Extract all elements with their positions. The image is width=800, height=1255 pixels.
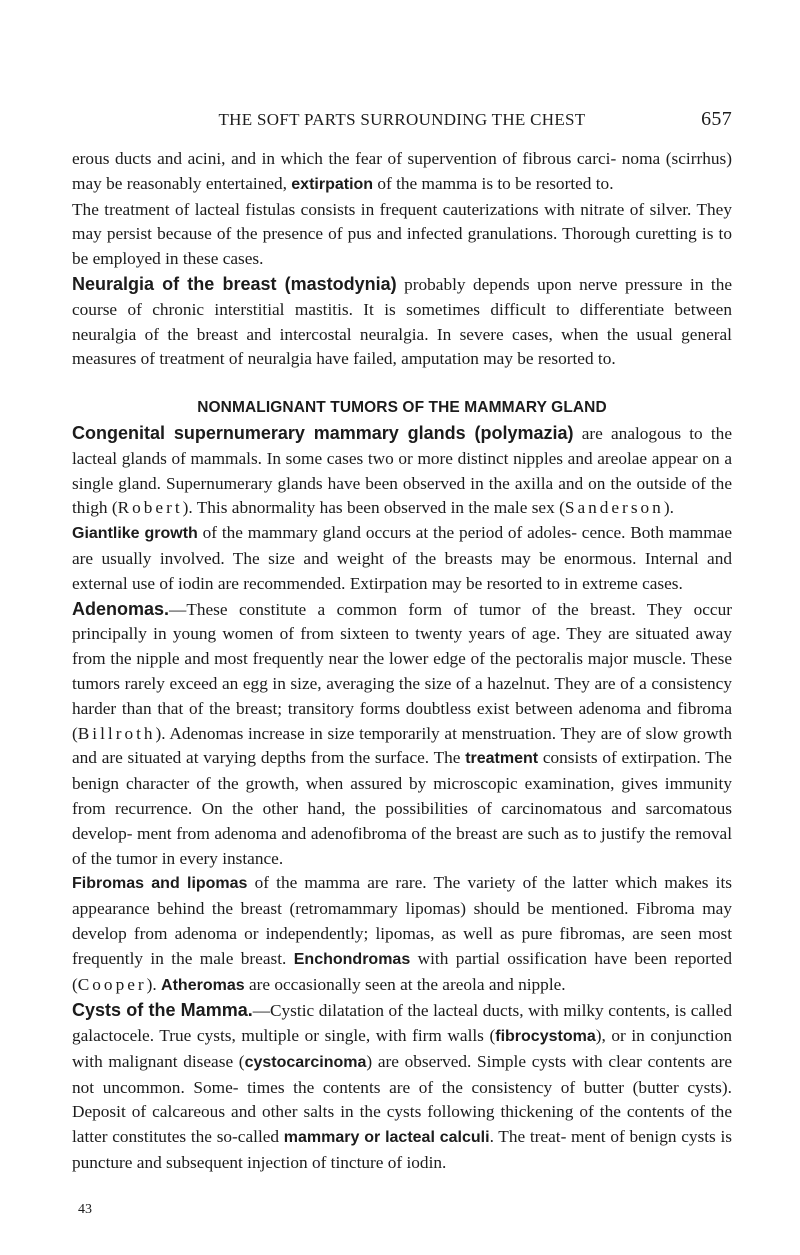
author-name: Cooper <box>77 974 147 994</box>
paragraph-lacteal-fistulas <box>72 198 732 272</box>
bold-term: fibrocystoma <box>495 1028 596 1046</box>
author-name: Robert <box>117 498 183 518</box>
bold-term: Fibromas and lipomas <box>72 875 248 893</box>
bold-term: Atheromas <box>161 976 245 994</box>
bold-term: Giantlike growth <box>72 525 198 543</box>
paragraph-supernumerary <box>72 421 732 521</box>
paragraph-neuralgia <box>72 272 732 372</box>
text: erous ducts and acini, and in which the fear of supervention of fibrous carci- noma (scirrhus) may be reasonably entertained, <box>72 149 732 193</box>
text: of the mamma is to be resorted to. <box>373 173 614 193</box>
text: of the mammary gland occurs at the period of adoles- cence. Both mammae are usually involved. The size and weight of the breasts may be enormous. Internal and external use of iodin are recommended. Extirpation may be resorted to in extreme cases. <box>72 523 733 593</box>
bold-term: treatment <box>465 750 539 768</box>
text: —Cystic dilatation of the lacteal ducts, with milky contents, is called galactocele. True cysts, multiple or single, with firm walls ( <box>72 1001 732 1046</box>
text: ) are observed. Simple cysts with clear contents are not uncommon. Some- times the contents are of the consistency of butter (butter cysts). Deposit of calcareous and other salts in the cysts following thickening of the contents of the latter constitutes the so-called <box>72 1051 732 1147</box>
text: of the mamma are rare. The variety of the latter which makes its appearance behind the breast (retromammary lipomas) should be mentioned. Fibroma may develop from adenoma or independently; lipomas, as well as pure fibromas, are seen most frequently in the male breast. <box>72 873 733 968</box>
text: are analogous to the lacteal glands of mammals. In some cases two or more distinct nipples and areolae appear on a single gland. Supernumerary glands have been observed in the axilla and on the outside of the thigh ( <box>72 423 732 518</box>
bold-term: Enchondromas <box>293 950 411 968</box>
text: consists of extirpation. The benign character of the growth, when assured by microscopic examination, gives immunity from recurrence. On the other hand, the possibilities of carcinomatous and sarcomatous develop- ment from adenoma and adenofibroma of the breast are such as to justify the removal of the tumor in every instance. <box>72 748 732 868</box>
bold-term: cystocarcinoma <box>244 1053 367 1071</box>
bold-term: extirpation <box>291 175 374 193</box>
author-name: Sanderson <box>564 498 664 518</box>
section-heading: NONMALIGNANT TUMORS OF THE MAMMARY GLAND <box>197 399 607 417</box>
paragraph-fibromas <box>72 871 732 998</box>
paragraph-giantlike <box>72 521 732 596</box>
text: —These constitute a common form of tumor of the breast. They occur principally in young women of from sixteen to twenty years of age. They are situated away from the nipple and most frequently near the lower edge of the pectoralis major muscle. These tumors rarely exceed an egg in size, averaging the size of a hazelnut. They are of a consistency harder than that of the breast; transitory forms doubtless exist between adenoma and fibroma ( <box>72 599 732 743</box>
bold-term: mammary or lacteal calculi <box>283 1129 490 1147</box>
author-name: Billroth <box>77 723 156 743</box>
text: ). This abnormality has been observed in the male sex ( <box>182 498 565 518</box>
text: ). <box>146 974 162 994</box>
bold-term: Neuralgia of the breast (mastodynia) <box>72 273 397 294</box>
running-head-title: THE SOFT PARTS SURROUNDING THE CHEST <box>218 110 586 129</box>
text: The treatment of lacteal fistulas consists in frequent cauterizations with nitrate of silver. They may persist because of the presence of pus and infected granulations. Thorough curetting is to be employed in these cases. <box>72 199 732 269</box>
paragraph-adenomas <box>72 597 732 872</box>
text: are occasionally seen at the areola and nipple. <box>244 974 566 994</box>
text: . The treat- ment of benign cysts is puncture and subsequent injection of tincture of iodin. <box>72 1127 733 1173</box>
text: probably depends upon nerve pressure in the course of chronic interstitial mastitis. It is sometimes difficult to differentiate between neuralgia of the breast and intercostal neuralgia. In severe cases, when the usual general measures of treatment of neuralgia have failed, amputation may be resorted to. <box>72 274 732 369</box>
signature-mark: 43 <box>78 1202 92 1217</box>
book-page <box>72 0 732 1255</box>
paragraph-cysts <box>72 998 732 1176</box>
text: ). Adenomas increase in size temporarily at menstruation. They are of slow growth and are situated at varying depths from the surface. The <box>72 723 732 768</box>
text: ). <box>663 498 674 518</box>
running-head <box>72 110 732 134</box>
page-number: 657 <box>701 108 732 130</box>
text: ), or in conjunction with malignant disease ( <box>72 1026 732 1071</box>
body-text <box>72 147 732 1176</box>
bold-term: Congenital supernumerary mammary glands (polymazia) <box>72 422 574 443</box>
text: with partial ossification have been reported ( <box>72 948 732 994</box>
bold-term: Cysts of the Mamma. <box>72 1000 253 1021</box>
bold-term: Adenomas. <box>72 598 170 619</box>
paragraph-continuation <box>72 147 732 198</box>
